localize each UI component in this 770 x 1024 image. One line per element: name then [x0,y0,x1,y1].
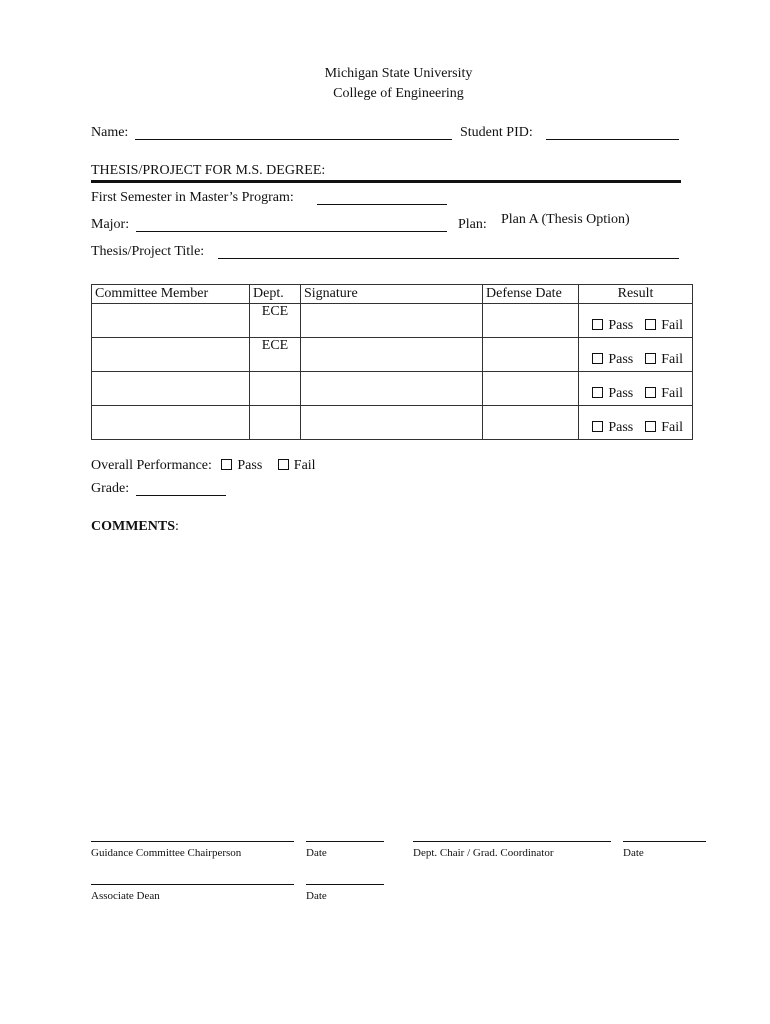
fail-checkbox[interactable] [645,353,656,364]
pass-option[interactable] [592,420,633,436]
result-cell [579,372,693,406]
header-defense-date: Defense Date [483,285,579,304]
fail-label: Fail [661,420,683,435]
comments-area[interactable] [91,540,681,820]
header-signature: Signature [301,285,483,304]
result-cell [579,304,693,338]
dept-cell[interactable] [250,372,301,406]
dept-cell: ECE [250,338,301,372]
member-cell[interactable] [92,372,250,406]
comments-label: COMMENTS [91,519,175,534]
comments-colon: : [175,519,179,534]
associate-dean-label: Associate Dean [91,890,160,902]
fail-label: Fail [661,386,683,401]
dept-chair-signature-line[interactable] [413,841,611,842]
overall-performance [91,458,316,474]
table-row [92,372,693,406]
overall-fail-checkbox[interactable] [278,459,289,470]
overall-fail-option[interactable] [278,458,316,473]
fail-option[interactable] [645,420,683,436]
major-field[interactable] [136,231,447,232]
member-cell[interactable] [92,406,250,440]
signature-cell[interactable] [301,338,483,372]
dept-cell: ECE [250,304,301,338]
fail-checkbox[interactable] [645,387,656,398]
defense-date-cell[interactable] [483,372,579,406]
overall-label: Overall Performance: [91,458,212,473]
section-divider [91,180,681,183]
fail-option[interactable] [645,352,683,368]
fail-option[interactable] [645,318,683,334]
pass-label: Pass [608,386,634,401]
name-label: Name: [91,125,129,140]
result-cell [579,338,693,372]
header-result: Result [579,285,693,304]
title-field[interactable] [218,258,679,259]
defense-date-cell[interactable] [483,338,579,372]
fail-checkbox[interactable] [645,319,656,330]
fail-label: Fail [661,318,683,333]
pass-checkbox[interactable] [592,353,603,364]
pid-field[interactable] [546,139,679,140]
name-field[interactable] [135,139,452,140]
fail-checkbox[interactable] [645,421,656,432]
college-name: College of Engineering [333,86,464,101]
plan-value[interactable]: Plan A (Thesis Option) [501,212,630,227]
dept-cell[interactable] [250,406,301,440]
pass-label: Pass [608,318,634,333]
title-label: Thesis/Project Title: [91,244,205,259]
member-cell[interactable] [92,304,250,338]
first-semester-label: First Semester in Master’s Program: [91,190,294,205]
result-cell [579,406,693,440]
overall-pass-label: Pass [237,458,263,473]
section-title: THESIS/PROJECT FOR M.S. DEGREE: [91,163,326,178]
defense-date-cell[interactable] [483,304,579,338]
defense-date-cell[interactable] [483,406,579,440]
pass-option[interactable] [592,352,633,368]
member-cell[interactable] [92,338,250,372]
overall-pass-checkbox[interactable] [221,459,232,470]
fail-option[interactable] [645,386,683,402]
header-dept: Dept. [250,285,301,304]
chairperson-date-line[interactable] [306,841,384,842]
plan-label: Plan: [458,217,487,232]
signature-cell[interactable] [301,304,483,338]
associate-dean-date-line[interactable] [306,884,384,885]
pass-checkbox[interactable] [592,319,603,330]
header-committee-member: Committee Member [92,285,250,304]
table-row [92,304,693,338]
grade-label: Grade: [91,481,130,496]
grade-field[interactable] [136,495,226,496]
pass-option[interactable] [592,318,633,334]
dept-chair-date-label: Date [623,847,644,859]
fail-label: Fail [661,352,683,367]
associate-dean-date-label: Date [306,890,327,902]
overall-fail-label: Fail [293,458,316,473]
table-row [92,338,693,372]
overall-pass-option[interactable] [221,458,262,473]
pass-checkbox[interactable] [592,387,603,398]
committee-header-row [92,285,693,304]
pass-label: Pass [608,352,634,367]
chairperson-label: Guidance Committee Chairperson [91,847,242,859]
pass-option[interactable] [592,386,633,402]
comments-heading [91,519,179,535]
signature-cell[interactable] [301,372,483,406]
pid-label: Student PID: [460,125,533,140]
pass-label: Pass [608,420,634,435]
signature-cell[interactable] [301,406,483,440]
chairperson-signature-line[interactable] [91,841,294,842]
chairperson-date-label: Date [306,847,327,859]
table-row [92,406,693,440]
pass-checkbox[interactable] [592,421,603,432]
university-name: Michigan State University [324,66,473,81]
committee-table [91,284,693,440]
dept-chair-date-line[interactable] [623,841,706,842]
dept-chair-label: Dept. Chair / Grad. Coordinator [413,847,554,859]
first-semester-field[interactable] [317,204,447,205]
associate-dean-signature-line[interactable] [91,884,294,885]
major-label: Major: [91,217,130,232]
